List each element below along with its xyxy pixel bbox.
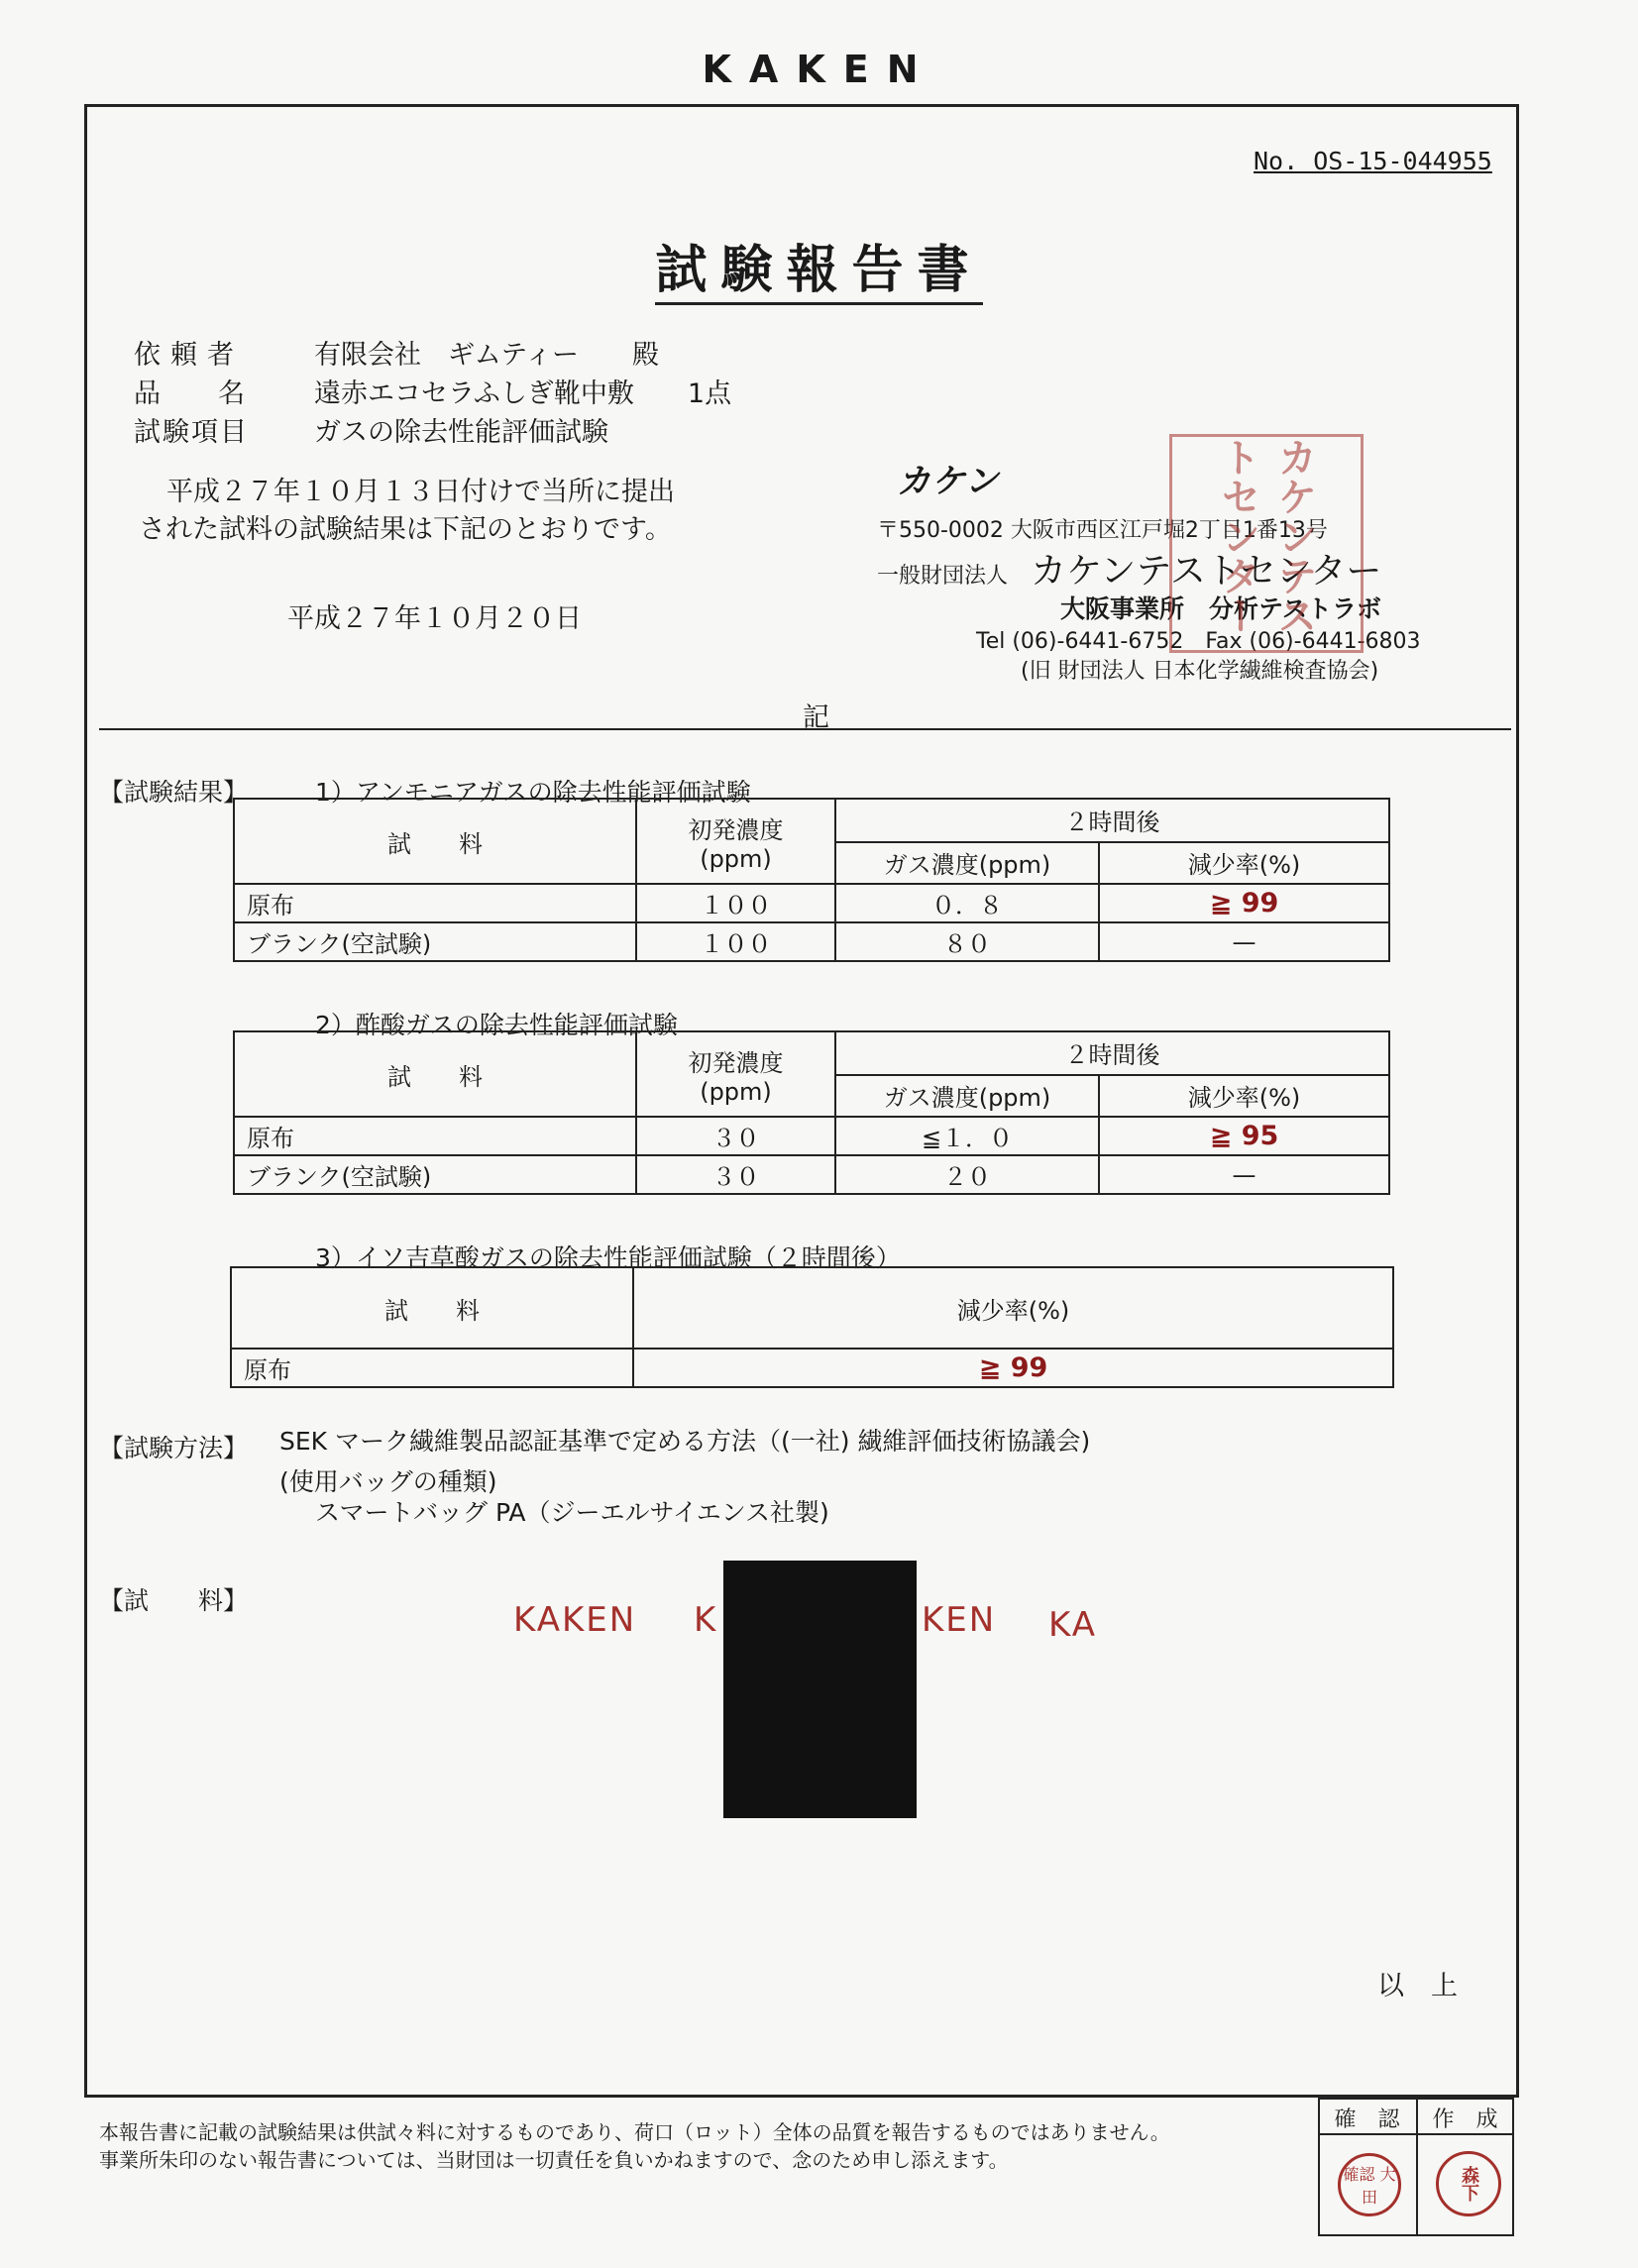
create-stamp: 森下	[1436, 2151, 1501, 2216]
confirm-stamp: 確認 大田	[1338, 2153, 1401, 2216]
issuer-branch: 大阪事業所 分析テストラボ	[1060, 594, 1382, 623]
results-label: 【試験結果】	[99, 778, 249, 807]
method-text: SEK マーク繊維製品認証基準で定める方法（(一社) 繊維評価技術協議会)	[279, 1427, 1091, 1456]
test2-row1-sample: 原布	[234, 1117, 636, 1155]
product-value: 遠赤エコセラふしぎ靴中敷 1点	[314, 378, 732, 409]
test3-row1-reduction: ≧ 99	[633, 1349, 1393, 1387]
sample-word-2: K	[694, 1600, 718, 1640]
test2-row2-initial: ３０	[636, 1155, 835, 1194]
test1-row1-gas: ０．８	[835, 884, 1099, 922]
test3-head-sample: 試 料	[231, 1267, 633, 1349]
test1-row1-initial: １００	[636, 884, 835, 922]
test1-title: 1）アンモニアガスの除去性能評価試験	[315, 778, 751, 807]
client-label: 依頼者	[134, 340, 244, 371]
test3-title: 3）イソ吉草酸ガスの除去性能評価試験（２時間後）	[315, 1243, 901, 1272]
test2-table	[233, 1030, 1390, 1195]
product-label: 品名	[134, 378, 302, 409]
footer-note-2: 事業所朱印のない報告書については、当財団は一切責任を負いかねますので、念のため申し添えます。	[99, 2148, 1009, 2172]
sample-word-4: KEN	[922, 1600, 997, 1640]
approval-box-header-line	[1318, 2133, 1514, 2135]
test3-head-reduction: 減少率(%)	[633, 1267, 1393, 1349]
method-bag-label: (使用バッグの種類)	[279, 1467, 497, 1496]
test-item-value: ガスの除去性能評価試験	[314, 417, 608, 448]
test-item-label: 試験項目	[134, 417, 249, 448]
test-item-row	[134, 410, 608, 449]
test2-head-gas: ガス濃度(ppm)	[835, 1075, 1099, 1117]
table-row	[231, 1349, 1393, 1387]
method-bag-value: スマートバッグ PA（ジーエルサイエンス社製)	[315, 1498, 829, 1527]
document-title-text: 試験報告書	[655, 241, 982, 305]
test1-head-initial-unit: (ppm)	[700, 844, 772, 873]
ki-mark: 記	[803, 702, 829, 733]
redaction-block	[723, 1561, 917, 1818]
test3-table	[230, 1266, 1394, 1388]
test1-head-gas: ガス濃度(ppm)	[835, 842, 1099, 884]
table-row	[234, 1155, 1389, 1194]
product-row	[134, 372, 731, 410]
sample-word-1: KAKEN	[513, 1600, 637, 1640]
intro-line-1: 平成２７年１０月１３日付けで当所に提出	[166, 477, 675, 507]
sample-word-5: KA	[1048, 1605, 1097, 1645]
test1-row1-reduction: ≧ 99	[1099, 884, 1389, 922]
table-row	[234, 922, 1389, 961]
confirm-label: 確 認	[1334, 2107, 1400, 2132]
approval-box	[1318, 2098, 1514, 2236]
footer-note-1: 本報告書に記載の試験結果は供試々料に対するものであり、荷口（ロット）全体の品質を報告するものではありません。	[99, 2120, 1170, 2144]
test1-head-reduction: 減少率(%)	[1099, 842, 1389, 884]
end-mark: 以 上	[1377, 1971, 1458, 2001]
test2-row2-gas: ２０	[835, 1155, 1099, 1194]
document-number: No. OS-15-044955	[1254, 147, 1492, 175]
client-row	[134, 333, 659, 372]
test2-head-after: ２時間後	[835, 1031, 1389, 1075]
test1-row2-initial: １００	[636, 922, 835, 961]
table-row	[234, 1117, 1389, 1155]
test1-row2-gas: ８０	[835, 922, 1099, 961]
issuer-address: 〒550-0002 大阪市西区江戸堀2丁目1番13号	[877, 518, 1328, 543]
test2-head-initial-unit: (ppm)	[700, 1077, 772, 1106]
test2-row2-sample: ブランク(空試験)	[234, 1155, 636, 1194]
intro-line-2: された試料の試験結果は下記のとおりです。	[139, 514, 672, 545]
test1-head-initial-label: 初発濃度	[688, 815, 784, 844]
test1-row2-sample: ブランク(空試験)	[234, 922, 636, 961]
issuer-logo: カケン	[897, 462, 1000, 501]
test2-title: 2）酢酸ガスの除去性能評価試験	[315, 1011, 678, 1039]
test1-row1-sample: 原布	[234, 884, 636, 922]
header-brand: KAKEN	[702, 48, 936, 91]
test1-table	[233, 798, 1390, 962]
issuer-contact: Tel (06)-6441-6752 Fax (06)-6441-6803	[976, 629, 1421, 654]
table-row	[234, 884, 1389, 922]
test2-row1-gas: ≦１．０	[835, 1117, 1099, 1155]
create-label: 作 成	[1432, 2107, 1498, 2132]
test2-row2-reduction: —	[1099, 1155, 1389, 1194]
method-label: 【試験方法】	[99, 1434, 249, 1462]
report-date: 平成２７年１０月２０日	[287, 603, 582, 634]
test3-row1-sample: 原布	[231, 1349, 633, 1387]
test2-row1-reduction: ≧ 95	[1099, 1117, 1389, 1155]
test1-head-after: ２時間後	[835, 799, 1389, 842]
sample-label: 【試 料】	[99, 1586, 249, 1615]
test1-row2-reduction: —	[1099, 922, 1389, 961]
issuer-former-name: (旧 財団法人 日本化学繊維検査協会)	[1021, 659, 1379, 684]
client-value: 有限会社 ギムティー 殿	[314, 340, 660, 371]
test2-head-sample: 試 料	[234, 1031, 636, 1117]
test2-head-reduction: 減少率(%)	[1099, 1075, 1389, 1117]
divider-line	[99, 728, 1511, 730]
test1-head-sample: 試 料	[234, 799, 636, 884]
test2-row1-initial: ３０	[636, 1117, 835, 1155]
company-seal: カケンテストセンター	[1169, 434, 1364, 653]
test2-head-initial	[636, 1031, 835, 1117]
test1-head-initial	[636, 799, 835, 884]
test2-head-initial-label: 初発濃度	[688, 1048, 784, 1077]
issuer-org-type: 一般財団法人	[877, 564, 1009, 589]
document-title	[0, 228, 1638, 302]
issuer-org-name: カケンテストセンター	[1031, 551, 1382, 592]
